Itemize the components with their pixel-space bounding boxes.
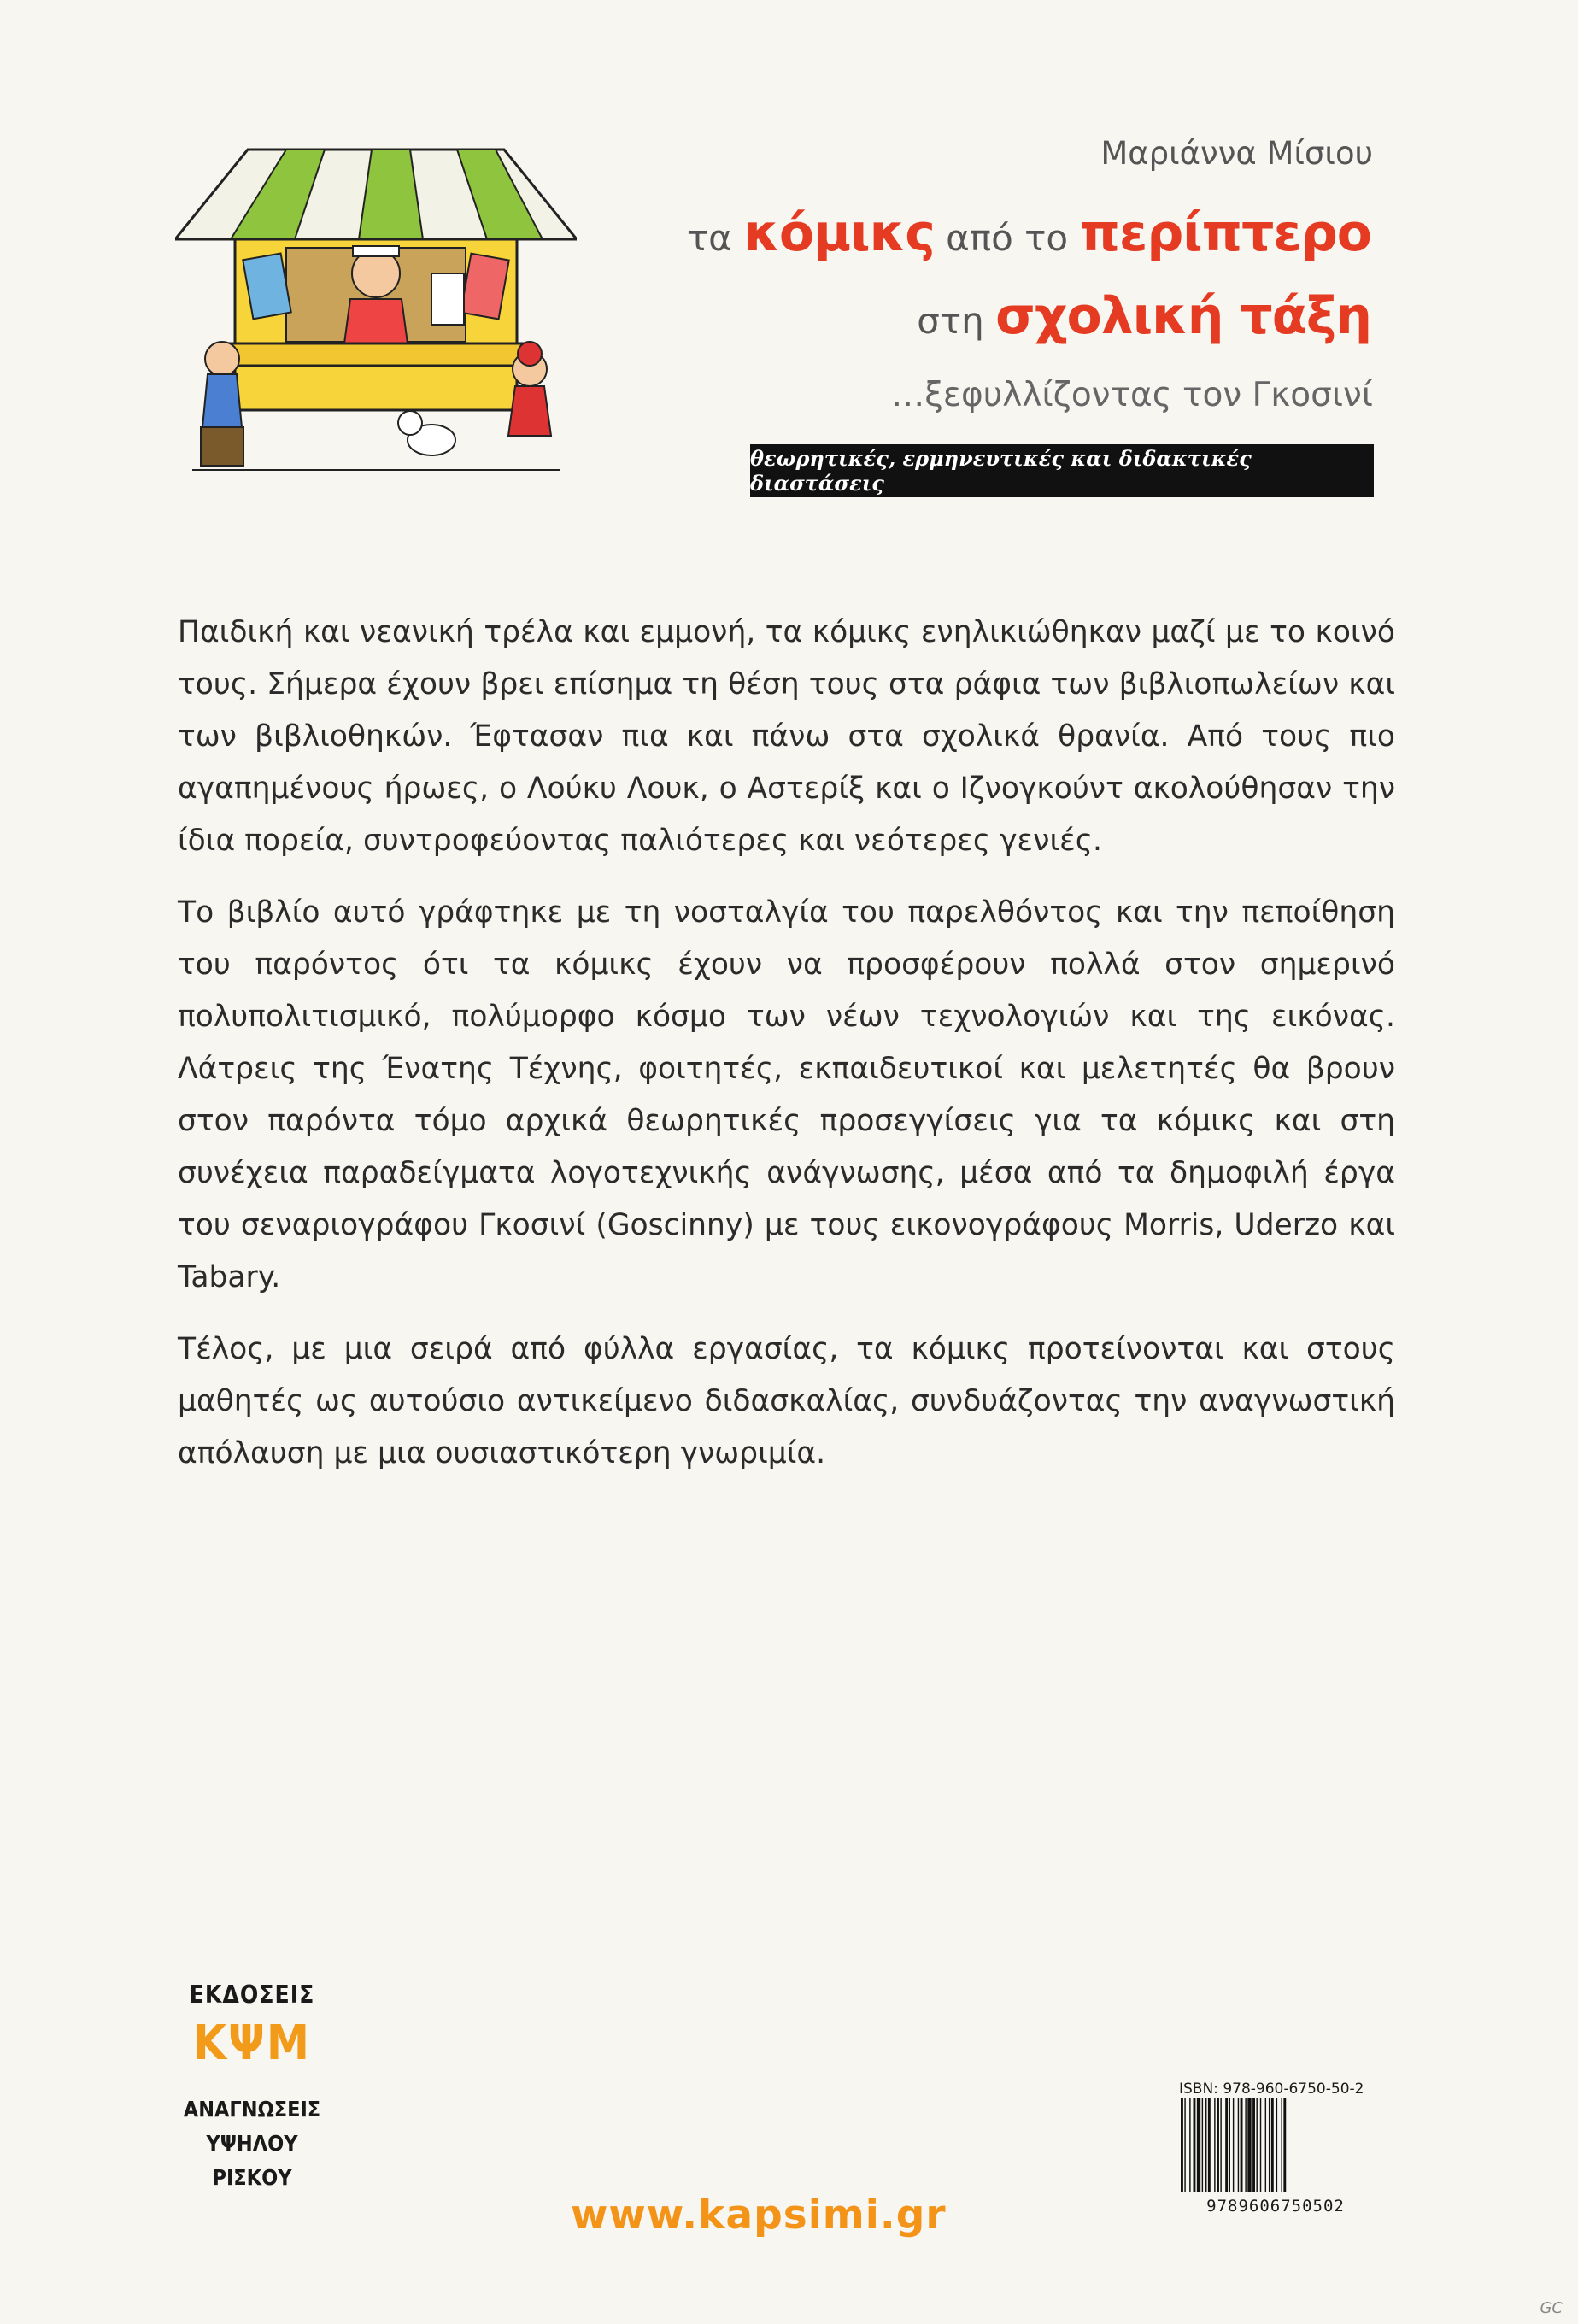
barcode-bar	[1184, 2098, 1185, 2192]
subtitle-band	[750, 444, 1374, 497]
title-word: στη	[917, 300, 996, 342]
barcode-bar	[1220, 2098, 1221, 2192]
barcode-bar	[1283, 2098, 1286, 2192]
barcode-bar	[1233, 2098, 1234, 2192]
blurb	[178, 607, 1395, 1499]
publisher-tagline-3: ΡΙΣΚΟΥ	[212, 2165, 292, 2190]
barcode-bar	[1194, 2098, 1196, 2192]
publisher-mark: ΚΨΜ	[192, 2016, 311, 2071]
barcode-bar	[1271, 2098, 1274, 2192]
barcode-bar	[1238, 2098, 1239, 2192]
corner-mark: GC	[1540, 2299, 1563, 2317]
barcode-bar	[1197, 2098, 1200, 2192]
barcode-bar	[1229, 2098, 1230, 2192]
publisher-label: ΕΚΔΟΣΕΙΣ	[189, 1981, 315, 2009]
subtitle: …ξεφυλλίζοντας τον Γκοσινί	[891, 376, 1373, 414]
isbn-label: ISBN: 978-960-6750-50-2	[1179, 2080, 1364, 2098]
barcode-icon	[1179, 2098, 1372, 2192]
barcode-bar	[1269, 2098, 1270, 2192]
website-link[interactable]: www.kapsimi.gr	[571, 2192, 947, 2239]
barcode-bar	[1217, 2098, 1219, 2192]
barcode-bar	[1214, 2098, 1215, 2192]
barcode-bar	[1247, 2098, 1251, 2192]
publisher-tagline-1: ΑΝΑΓΝΩΣΕΙΣ	[183, 2097, 321, 2122]
title-line-1	[687, 203, 1371, 263]
paragraph: Τέλος, με μια σειρά από φύλλα εργασίας, τα κόμικς προτείνονται και στους μαθητές ως αυτούσιο αντικείμενο διδασκαλίας, συνδυάζοντας την αναγνωστική απόλαυση με μια ουσιαστικότερη γνωριμία.	[178, 1332, 1395, 1470]
isbn-digits: 9789606750502	[1206, 2197, 1345, 2215]
title-line-2	[917, 286, 1371, 346]
barcode-bar	[1252, 2098, 1255, 2192]
title-word: τα	[686, 217, 744, 259]
title-word: από το	[934, 217, 1080, 259]
publisher-tagline-2: ΥΨΗΛΟΥ	[206, 2131, 298, 2156]
paragraph: Παιδική και νεανική τρέλα και εμμονή, τα κόμικς ενηλικιώθηκαν μαζί με το κοινό τους. Σήμερα έχουν βρει επίσημα τη θέση τους στα ράφια των βιβλιοπωλείων και των βιβλιοθηκών. Έφτασαν πια και πάνω στα σχολικά θρανία. Από τους πιο αγαπημένους ήρωες, ο Λούκυ Λουκ, ο Αστερίξ και ο Ιζνογκούντ ακολούθησαν την ίδια πορεία, συντροφεύοντας παλιότερες και νεότερες γενιές.	[178, 615, 1395, 858]
barcode-bar	[1208, 2098, 1211, 2192]
publisher-logo	[175, 1981, 329, 2195]
band-text: θεωρητικές, ερμηνευτικές και διδακτικές διαστάσεις	[750, 446, 1252, 496]
barcode-bar	[1281, 2098, 1282, 2192]
barcode-bar	[1256, 2098, 1257, 2192]
title-highlight: σχολική τάξη	[995, 286, 1371, 346]
barcode-bar	[1265, 2098, 1266, 2192]
barcode-bar	[1181, 2098, 1183, 2192]
barcode-bar	[1189, 2098, 1190, 2192]
isbn-barcode	[1179, 2080, 1372, 2215]
barcode-bar	[1205, 2098, 1206, 2192]
author-name: Μαριάννα Μίσιου	[1100, 135, 1373, 172]
barcode-bar	[1260, 2098, 1261, 2192]
barcode-bar	[1245, 2098, 1246, 2192]
barcode-bar	[1276, 2098, 1277, 2192]
barcode-bar	[1241, 2098, 1243, 2192]
barcode-bar	[1225, 2098, 1228, 2192]
title-highlight: κόμικς	[743, 203, 935, 263]
kiosk-illustration	[175, 145, 577, 487]
paragraph: Το βιβλίο αυτό γράφτηκε με τη νοσταλγία του παρελθόντος και την πεποίθηση του παρόντος ότι τα κόμικς έχουν να προσφέρουν πολλά στον σημερινό πολυπολιτισμικό, πολύμορφο κόσμο των νέων τεχνολογιών και της εικόνας. Λάτρεις της Ένατης Τέχνης, φοιτητές, εκπαιδευτικοί και μελετητές θα βρουν στον παρόντα τόμο αρχικά θεωρητικές προσεγγίσεις για τα κόμικς και στη συνέχεια παραδείγματα λογοτεχνικής ανάγνωσης, μέσα από τα δημοφιλή έργα του σεναριογράφου Γκοσινί (Goscinny) με τους εικονογράφους Morris, Uderzo και Tabary.	[178, 895, 1395, 1294]
barcode-bar	[1202, 2098, 1203, 2192]
title-highlight: περίπτερο	[1079, 203, 1371, 263]
